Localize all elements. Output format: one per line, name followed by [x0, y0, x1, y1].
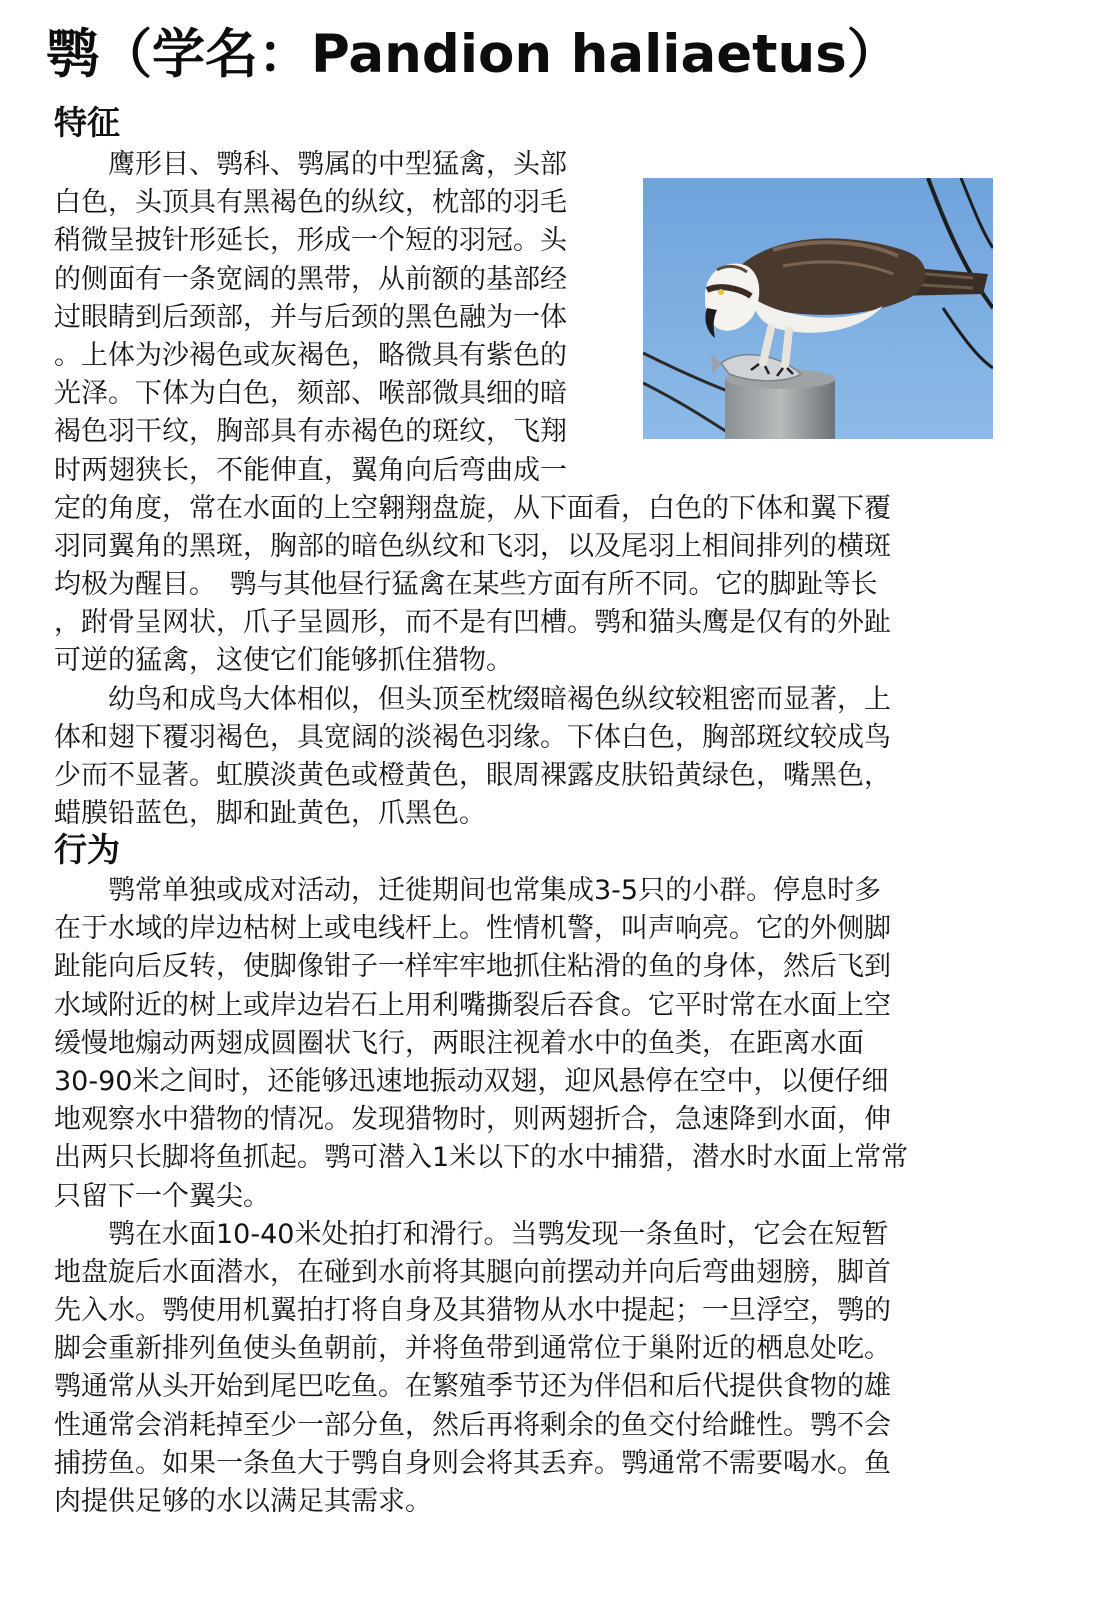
- behavior-text-line: 鹗常单独或成对活动，迁徙期间也常集成3-5只的小群。停息时多: [54, 875, 882, 906]
- features-text-line: 的侧面有一条宽阔的黑带，从前额的基部经: [54, 263, 567, 295]
- osprey-photo-image: [643, 178, 993, 439]
- features-text-line: 羽同翼角的黑斑，胸部的暗色纵纹和飞羽，以及尾羽上相间排列的横斑: [54, 530, 891, 562]
- behavior-text-line: 性通常会消耗掉至少一部分鱼，然后再将剩余的鱼交付给雌性。鹗不会: [54, 1409, 891, 1441]
- behavior-text-line: 捕捞鱼。如果一条鱼大于鹗自身则会将其丢弃。鹗通常不需要喝水。鱼: [54, 1447, 891, 1479]
- behavior-text-line: 地盘旋后水面潜水，在碰到水前将其腿向前摆动并向后弯曲翅膀，脚首: [54, 1256, 891, 1288]
- behavior-text-line: 先入水。鹗使用机翼拍打将自身及其猎物从水中提起；一旦浮空，鹗的: [54, 1295, 891, 1327]
- behavior-text-line: 缓慢地煽动两翅成圆圈状飞行，两眼注视着水中的鱼类，在距离水面: [54, 1027, 864, 1059]
- features-text-line: 时两翅狭长，不能伸直，翼角向后弯曲成一: [54, 454, 567, 486]
- features-text-line: ，跗骨呈网状，爪子呈圆形，而不是有凹槽。鹗和猫头鹰是仅有的外趾: [54, 607, 891, 639]
- behavior-text-line: 在于水域的岸边枯树上或电线杆上。性情机警，叫声响亮。它的外侧脚: [54, 913, 891, 945]
- features-text-line: 稍微呈披针形延长，形成一个短的羽冠。头: [54, 225, 567, 257]
- behavior-text: [54, 872, 1010, 1521]
- features-text-line: 均极为醒目。 鹗与其他昼行猛禽在某些方面有所不同。它的脚趾等长: [54, 569, 878, 601]
- behavior-text-line: 脚会重新排列鱼使头鱼朝前，并将鱼带到通常位于巢附近的栖息处吃。: [54, 1333, 891, 1365]
- behavior-text-line: 出两只长脚将鱼抓起。鹗可潜入1米以下的水中捕猎，潜水时水面上常常: [54, 1142, 909, 1174]
- section-heading-features: 特征: [54, 103, 120, 142]
- behavior-text-line: 水域附近的树上或岸边岩石上用利嘴撕裂后吞食。它平时常在水面上空: [54, 989, 891, 1021]
- section-heading-behavior: 行为: [54, 830, 120, 869]
- features-text-line: 褐色羽干纹，胸部具有赤褐色的斑纹，飞翔: [54, 416, 567, 448]
- features-text-line: 体和翅下覆羽褐色，具宽阔的淡褐色羽缘。下体白色，胸部斑纹较成鸟: [54, 721, 891, 753]
- behavior-text-line: 肉提供足够的水以满足其需求。: [54, 1486, 432, 1517]
- behavior-text-line: 地观察水中猎物的情况。发现猎物时，则两翅折合，急速降到水面，伸: [54, 1104, 891, 1136]
- features-text-line: 鹰形目、鹗科、鹗属的中型猛禽，头部: [54, 149, 567, 180]
- features-text-line: 。上体为沙褐色或灰褐色，略微具有紫色的: [54, 339, 567, 371]
- page-title: 鹗（学名：Pandion haliaetus）: [46, 24, 900, 85]
- behavior-text-line: 鹗在水面10-40米处拍打和滑行。当鹗发现一条鱼时，它会在短暂: [54, 1218, 889, 1250]
- features-text-line: 蜡膜铅蓝色，脚和趾黄色，爪黑色。: [54, 798, 486, 830]
- features-text-line: 过眼睛到后颈部，并与后颈的黑色融为一体: [54, 301, 567, 333]
- osprey-photo: [643, 178, 993, 439]
- features-text-line: 白色，头顶具有黑褐色的纵纹，枕部的羽毛: [54, 187, 567, 219]
- features-text-line: 幼鸟和成鸟大体相似，但头顶至枕缀暗褐色纵纹较粗密而显著，上: [54, 683, 891, 715]
- features-text-line: 光泽。下体为白色，颏部、喉部微具细的暗: [54, 378, 567, 410]
- behavior-text-line: 30-90米之间时，还能够迅速地振动双翅，迎风悬停在空中，以便仔细: [54, 1065, 889, 1097]
- features-text-line: 可逆的猛禽，这使它们能够抓住猎物。: [54, 645, 513, 677]
- features-text-line: 少而不显著。虹膜淡黄色或橙黄色，眼周裸露皮肤铅黄绿色，嘴黑色，: [54, 760, 891, 791]
- behavior-text-line: 鹗通常从头开始到尾巴吃鱼。在繁殖季节还为伴侣和后代提供食物的雄: [54, 1371, 891, 1403]
- behavior-text-line: 只留下一个翼尖。: [54, 1180, 270, 1212]
- features-text-line: 定的角度，常在水面的上空翱翔盘旋，从下面看，白色的下体和翼下覆: [54, 492, 891, 524]
- behavior-text-line: 趾能向后反转，使脚像钳子一样牢牢地抓住粘滑的鱼的身体，然后飞到: [54, 951, 891, 983]
